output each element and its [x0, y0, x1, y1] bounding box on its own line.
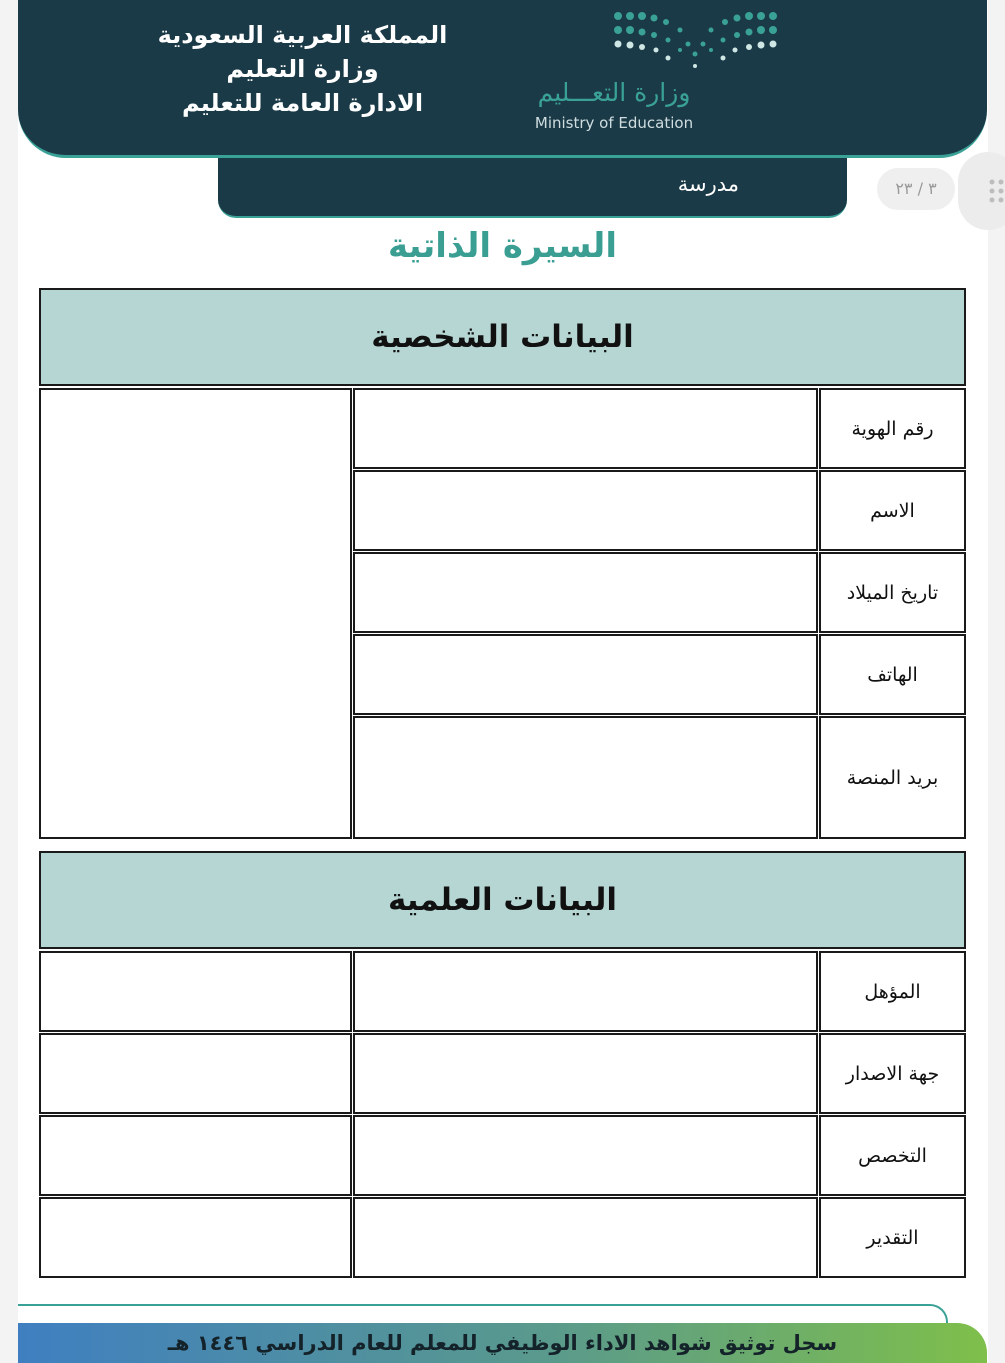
qualification-label: المؤهل [819, 951, 966, 1032]
grade-extra[interactable] [39, 1197, 352, 1278]
logo-english-text: Ministry of Education [534, 114, 694, 132]
school-label: مدرسة [677, 172, 739, 196]
name-label: الاسم [819, 470, 966, 551]
header-line-kingdom: المملكة العربية السعودية [157, 21, 448, 49]
phone-value[interactable] [353, 634, 818, 715]
qualification-value[interactable] [353, 951, 818, 1032]
id-number-label: رقم الهوية [819, 388, 966, 469]
header-line-ministry: وزارة التعليم [226, 55, 379, 83]
specialization-extra[interactable] [39, 1115, 352, 1196]
issuer-label: جهة الاصدار [819, 1033, 966, 1114]
personal-section-heading: البيانات الشخصية [39, 288, 966, 386]
platform-email-label: بريد المنصة [819, 716, 966, 839]
ministry-logo-icon [608, 8, 783, 70]
id-number-value[interactable] [353, 388, 818, 469]
qualification-extra[interactable] [39, 951, 352, 1032]
school-bar [218, 158, 847, 218]
photo-box[interactable] [39, 388, 352, 839]
issuer-value[interactable] [353, 1033, 818, 1114]
academic-section-heading: البيانات العلمية [39, 851, 966, 949]
footer-text: سجل توثيق شواهد الاداء الوظيفي للمعلم للعام الدراسي ١٤٤٦ هـ [167, 1331, 838, 1355]
grade-value[interactable] [353, 1197, 818, 1278]
specialization-value[interactable] [353, 1115, 818, 1196]
page-indicator: ٣ / ٢٣ [877, 168, 955, 210]
birth-date-label: تاريخ الميلاد [819, 552, 966, 633]
drag-handle-icon[interactable] [988, 178, 1005, 204]
header-text [150, 18, 455, 120]
logo-arabic-text: وزارة التعـــليم [537, 78, 691, 107]
grade-label: التقدير [819, 1197, 966, 1278]
cv-title: السيرة الذاتية [388, 226, 617, 266]
name-value[interactable] [353, 470, 818, 551]
platform-email-value[interactable] [353, 716, 818, 839]
header-line-directorate: الادارة العامة للتعليم [181, 89, 424, 117]
phone-label: الهاتف [819, 634, 966, 715]
birth-date-value[interactable] [353, 552, 818, 633]
issuer-extra[interactable] [39, 1033, 352, 1114]
specialization-label: التخصص [819, 1115, 966, 1196]
